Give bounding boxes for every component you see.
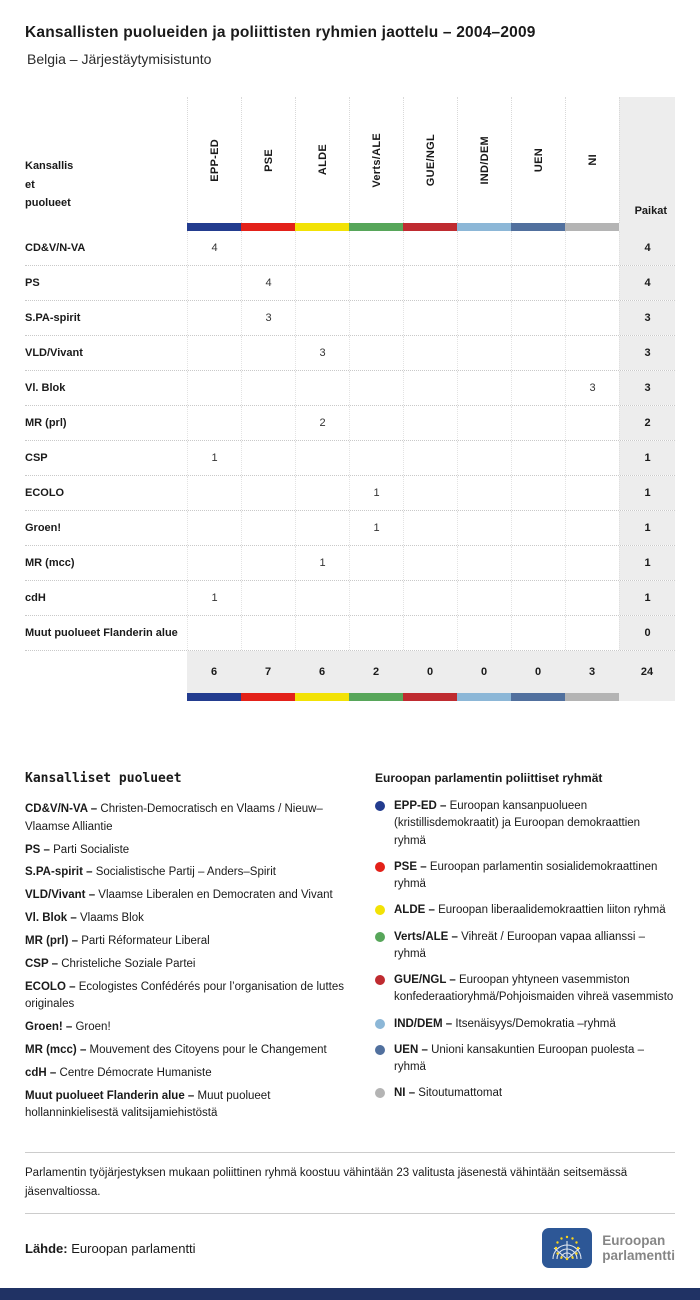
party-legend-list bbox=[25, 801, 357, 1123]
party-legend-item bbox=[25, 979, 357, 1015]
seat-count-cell bbox=[187, 301, 241, 335]
party-seats-total: 2 bbox=[619, 406, 675, 440]
party-legend-term: Vl. Blok – bbox=[25, 912, 80, 925]
group-color-bar bbox=[295, 223, 349, 231]
seat-count-cell bbox=[511, 616, 565, 650]
table-row bbox=[25, 371, 675, 406]
group-column-label: NI bbox=[586, 154, 599, 166]
group-color-dot bbox=[375, 1088, 385, 1098]
party-legend-item bbox=[25, 1065, 357, 1083]
group-column-label: EPP-ED bbox=[208, 138, 221, 182]
bar-row-seats-spacer bbox=[619, 223, 675, 231]
group-column-header bbox=[403, 97, 457, 223]
table-row bbox=[25, 616, 675, 651]
party-name: Groen! bbox=[25, 522, 62, 534]
seat-count-cell bbox=[241, 476, 295, 510]
group-column-header bbox=[241, 97, 295, 223]
party-legend-term: cdH – bbox=[25, 1066, 60, 1079]
table-row bbox=[25, 406, 675, 441]
footer-row bbox=[25, 1228, 675, 1268]
table-row bbox=[25, 546, 675, 581]
party-legend-item bbox=[25, 842, 357, 860]
party-legend-item bbox=[25, 956, 357, 974]
seat-count-cell bbox=[457, 231, 511, 265]
group-color-dot bbox=[375, 932, 385, 942]
seat-table bbox=[25, 97, 675, 701]
seat-count-cell bbox=[187, 371, 241, 405]
group-legend-desc: Sitoutumattomat bbox=[418, 1087, 503, 1100]
party-legend-desc: Ecologistes Confédérés pour l’organisation de luttes originales bbox=[25, 980, 344, 1011]
group-legend-desc: Vihreät / Euroopan vapaa allianssi – ryhmä bbox=[394, 930, 646, 960]
seat-count-cell bbox=[241, 231, 295, 265]
seat-count-cell bbox=[187, 476, 241, 510]
group-legend-text bbox=[394, 929, 675, 964]
seat-count-cell bbox=[403, 511, 457, 545]
seat-count-cell bbox=[403, 266, 457, 300]
party-name: S.PA-spirit bbox=[25, 312, 81, 324]
party-seats-total: 1 bbox=[619, 476, 675, 510]
seat-count-cell bbox=[403, 336, 457, 370]
party-legend-desc: Vlaams Blok bbox=[79, 912, 144, 925]
seat-count-cell bbox=[295, 616, 349, 650]
seat-count-cell bbox=[565, 476, 619, 510]
party-seats-total: 1 bbox=[619, 546, 675, 580]
group-color-dot bbox=[375, 1019, 385, 1029]
seat-count-cell bbox=[457, 581, 511, 615]
group-color-bar bbox=[565, 223, 619, 231]
seat-count-cell bbox=[565, 231, 619, 265]
group-legend-title: Euroopan parlamentin poliittiset ryhmät bbox=[375, 771, 603, 785]
bar-row-spacer bbox=[25, 223, 187, 231]
party-legend-term: MR (prl) – bbox=[25, 934, 82, 947]
seat-count-cell bbox=[511, 266, 565, 300]
party-legend-item bbox=[25, 801, 357, 837]
group-total-cell: 6 bbox=[295, 651, 349, 693]
seat-count-cell bbox=[457, 301, 511, 335]
group-color-bar bbox=[241, 693, 295, 701]
corner-line: et bbox=[25, 178, 35, 191]
seat-count-cell bbox=[511, 371, 565, 405]
source-label: Lähde: bbox=[25, 1240, 68, 1256]
party-legend-term: PS – bbox=[25, 843, 54, 856]
group-column-label: UEN bbox=[532, 147, 545, 173]
party-name: MR (prl) bbox=[25, 417, 67, 429]
seat-count-cell bbox=[187, 546, 241, 580]
seat-count-cell bbox=[511, 301, 565, 335]
group-legend-item bbox=[375, 859, 675, 894]
party-name: CSP bbox=[25, 452, 48, 464]
group-legend-text bbox=[394, 859, 675, 894]
seat-count-cell bbox=[565, 511, 619, 545]
party-legend-term: Muut puolueet Flanderin alue – bbox=[25, 1089, 198, 1102]
group-column-label: ALDE bbox=[316, 144, 329, 176]
group-legend-term: UEN – bbox=[394, 1043, 432, 1056]
group-column-label: Verts/ALE bbox=[370, 132, 383, 188]
group-color-dot bbox=[375, 1045, 385, 1055]
seat-count-cell bbox=[511, 441, 565, 475]
group-legend-item bbox=[375, 798, 675, 850]
seat-count-cell: 1 bbox=[187, 581, 241, 615]
group-color-bar bbox=[403, 693, 457, 701]
legend-section bbox=[25, 771, 675, 1128]
group-column-header bbox=[565, 97, 619, 223]
seat-count-cell: 1 bbox=[349, 476, 403, 510]
table-row bbox=[25, 441, 675, 476]
group-color-bar bbox=[403, 223, 457, 231]
page-title: Kansallisten puolueiden ja poliittisten ryhmien jaottelu – 2004–2009 bbox=[25, 24, 536, 41]
group-column-header bbox=[457, 97, 511, 223]
group-color-bar bbox=[565, 693, 619, 701]
seat-count-cell bbox=[565, 336, 619, 370]
seat-count-cell bbox=[565, 616, 619, 650]
party-legend-desc: Parti Socialiste bbox=[53, 843, 130, 856]
table-row bbox=[25, 336, 675, 371]
table-row bbox=[25, 266, 675, 301]
group-color-bar bbox=[511, 223, 565, 231]
seat-count-cell bbox=[295, 581, 349, 615]
grand-total-cell: 24 bbox=[619, 651, 675, 693]
group-legend-item bbox=[375, 1085, 675, 1102]
group-total-cell: 2 bbox=[349, 651, 403, 693]
seat-count-cell bbox=[457, 441, 511, 475]
seat-count-cell: 1 bbox=[187, 441, 241, 475]
group-column-header bbox=[349, 97, 403, 223]
group-color-dot bbox=[375, 801, 385, 811]
seat-count-cell bbox=[403, 406, 457, 440]
seat-count-cell bbox=[403, 581, 457, 615]
seat-count-cell bbox=[457, 616, 511, 650]
party-legend-term: MR (mcc) – bbox=[25, 1043, 90, 1056]
group-legend-term: NI – bbox=[394, 1087, 419, 1100]
table-row bbox=[25, 581, 675, 616]
ep-logo-icon bbox=[542, 1228, 592, 1268]
seat-count-cell: 1 bbox=[349, 511, 403, 545]
group-legend bbox=[375, 771, 675, 1128]
group-color-bar bbox=[241, 223, 295, 231]
seat-count-cell bbox=[511, 581, 565, 615]
seat-count-cell bbox=[403, 441, 457, 475]
party-name: Vl. Blok bbox=[25, 382, 66, 394]
seat-count-cell bbox=[187, 406, 241, 440]
header-color-bar-row bbox=[25, 223, 675, 231]
group-legend-term: IND/DEM – bbox=[394, 1017, 456, 1030]
group-legend-desc: Euroopan liberaalidemokraattien liiton ryhmä bbox=[438, 904, 666, 917]
party-legend-desc: Parti Réformateur Liberal bbox=[81, 934, 210, 947]
seat-count-cell bbox=[187, 616, 241, 650]
group-legend-item bbox=[375, 902, 675, 919]
group-legend-term: ALDE – bbox=[394, 904, 439, 917]
group-column-label: PSE bbox=[262, 148, 275, 172]
group-color-dot bbox=[375, 862, 385, 872]
party-legend-desc: Christeliche Soziale Partei bbox=[61, 957, 196, 970]
seat-count-cell bbox=[565, 406, 619, 440]
seat-count-cell bbox=[457, 371, 511, 405]
footnote: Parlamentin työjärjestyksen mukaan poliittinen ryhmä koostuu vähintään 23 valitusta jäsenestä vähintään seitsemässä jäsenvaltiossa. bbox=[25, 1152, 675, 1214]
source-line bbox=[25, 1241, 196, 1256]
party-legend-term: Groen! – bbox=[25, 1021, 76, 1034]
seat-count-cell bbox=[349, 371, 403, 405]
group-legend-text bbox=[394, 902, 666, 919]
group-total-cell: 0 bbox=[457, 651, 511, 693]
seat-count-cell bbox=[241, 511, 295, 545]
group-color-bar bbox=[187, 693, 241, 701]
party-legend-item bbox=[25, 1019, 357, 1037]
seat-count-cell: 2 bbox=[295, 406, 349, 440]
seat-count-cell bbox=[403, 231, 457, 265]
group-color-bar bbox=[349, 693, 403, 701]
seat-count-cell bbox=[511, 231, 565, 265]
table-header-row bbox=[25, 97, 675, 223]
group-legend-text bbox=[394, 1085, 502, 1102]
seat-count-cell bbox=[565, 581, 619, 615]
table-corner-label bbox=[25, 97, 187, 223]
group-legend-text bbox=[394, 1016, 616, 1033]
seat-count-cell bbox=[295, 511, 349, 545]
party-legend-term: CSP – bbox=[25, 957, 62, 970]
party-seats-total: 1 bbox=[619, 441, 675, 475]
seat-count-cell bbox=[457, 336, 511, 370]
table-row bbox=[25, 511, 675, 546]
seat-count-cell bbox=[403, 371, 457, 405]
seat-count-cell bbox=[241, 371, 295, 405]
ep-logo bbox=[542, 1228, 675, 1268]
group-total-cell: 6 bbox=[187, 651, 241, 693]
table-row bbox=[25, 476, 675, 511]
group-color-dot bbox=[375, 975, 385, 985]
bar-row-spacer bbox=[25, 693, 187, 701]
seat-count-cell bbox=[349, 301, 403, 335]
seat-count-cell bbox=[187, 266, 241, 300]
party-legend-desc: Christen-Democratisch en Vlaams / Nieuw–Vlaamse Alliantie bbox=[25, 803, 323, 833]
group-legend-desc: Euroopan kansanpuolueen (kristillisdemokraatit) ja Euroopan demokraattien ryhmä bbox=[394, 800, 641, 847]
party-legend-desc: Groen! bbox=[75, 1021, 111, 1034]
seat-count-cell bbox=[511, 511, 565, 545]
group-color-bar bbox=[457, 223, 511, 231]
group-legend-text bbox=[394, 972, 675, 1007]
group-total-cell: 3 bbox=[565, 651, 619, 693]
seat-count-cell bbox=[565, 441, 619, 475]
table-row bbox=[25, 301, 675, 336]
table-row bbox=[25, 231, 675, 266]
seat-count-cell bbox=[187, 511, 241, 545]
seat-count-cell bbox=[349, 406, 403, 440]
party-name: ECOLO bbox=[25, 487, 65, 499]
group-color-bar bbox=[187, 223, 241, 231]
group-legend-text bbox=[394, 1042, 675, 1077]
table-totals-row bbox=[25, 651, 675, 693]
ep-logo-text-line: parlamentti bbox=[602, 1248, 675, 1264]
seat-count-cell bbox=[457, 511, 511, 545]
seat-count-cell bbox=[349, 336, 403, 370]
seat-count-cell bbox=[511, 546, 565, 580]
group-legend-desc: Euroopan yhtyneen vasemmiston konfederaatioryhmä/Pohjoismaiden vihreä vasemmisto bbox=[394, 974, 674, 1004]
group-column-header bbox=[511, 97, 565, 223]
seat-count-cell bbox=[349, 581, 403, 615]
group-legend-item bbox=[375, 929, 675, 964]
party-legend-desc: Muut puolueet hollanninkielisestä valitsijamiehistöstä bbox=[25, 1089, 271, 1120]
group-color-bar bbox=[349, 223, 403, 231]
party-legend-title: Kansalliset puolueet bbox=[25, 771, 182, 786]
seat-count-cell: 3 bbox=[295, 336, 349, 370]
seat-count-cell bbox=[241, 336, 295, 370]
seat-count-cell bbox=[295, 371, 349, 405]
group-legend-item bbox=[375, 1016, 675, 1033]
seat-count-cell bbox=[295, 301, 349, 335]
seat-count-cell bbox=[349, 616, 403, 650]
party-legend-term: ECOLO – bbox=[25, 980, 79, 993]
group-legend-item bbox=[375, 972, 675, 1007]
group-column-header bbox=[187, 97, 241, 223]
seat-count-cell bbox=[403, 301, 457, 335]
party-seats-total: 3 bbox=[619, 336, 675, 370]
seat-count-cell bbox=[457, 406, 511, 440]
party-legend-item bbox=[25, 933, 357, 951]
party-legend-desc: Socialistische Partij – Anders–Spirit bbox=[95, 866, 276, 879]
group-color-bar bbox=[511, 693, 565, 701]
seat-count-cell bbox=[241, 616, 295, 650]
group-legend-desc: Euroopan parlamentin sosialidemokraattinen ryhmä bbox=[394, 860, 658, 890]
party-legend-desc: Vlaamse Liberalen en Democraten and Vivant bbox=[98, 889, 333, 902]
seat-count-cell bbox=[565, 266, 619, 300]
party-legend-term: VLD/Vivant – bbox=[25, 889, 99, 902]
seat-count-cell bbox=[295, 231, 349, 265]
party-legend-term: CD&V/N-VA – bbox=[25, 803, 101, 815]
seat-count-cell: 3 bbox=[565, 371, 619, 405]
corner-line: puolueet bbox=[25, 197, 71, 210]
party-legend-desc: Mouvement des Citoyens pour le Changement bbox=[89, 1043, 327, 1056]
party-legend-item bbox=[25, 910, 357, 928]
group-color-dot bbox=[375, 905, 385, 915]
seat-count-cell bbox=[565, 546, 619, 580]
seat-count-cell bbox=[511, 336, 565, 370]
group-legend-item bbox=[375, 1042, 675, 1077]
party-name: MR (mcc) bbox=[25, 557, 75, 569]
group-legend-term: PSE – bbox=[394, 860, 430, 873]
seat-count-cell bbox=[403, 616, 457, 650]
totals-color-bar-row bbox=[25, 693, 675, 701]
seat-count-cell bbox=[511, 476, 565, 510]
seat-count-cell bbox=[349, 266, 403, 300]
seat-count-cell bbox=[295, 266, 349, 300]
seat-count-cell bbox=[349, 546, 403, 580]
seat-count-cell bbox=[457, 546, 511, 580]
seat-count-cell bbox=[457, 266, 511, 300]
bottom-accent-bar bbox=[0, 1288, 700, 1300]
party-legend bbox=[25, 771, 357, 1128]
seat-count-cell bbox=[565, 301, 619, 335]
party-legend-item bbox=[25, 1088, 357, 1124]
group-color-bar bbox=[295, 693, 349, 701]
party-legend-desc: Centre Démocrate Humaniste bbox=[59, 1066, 212, 1079]
seat-count-cell bbox=[295, 441, 349, 475]
seat-count-cell bbox=[349, 441, 403, 475]
seat-count-cell bbox=[241, 406, 295, 440]
ep-logo-text bbox=[602, 1233, 675, 1264]
party-seats-total: 0 bbox=[619, 616, 675, 650]
seat-count-cell: 3 bbox=[241, 301, 295, 335]
group-legend-desc: Unioni kansakuntien Euroopan puolesta – ryhmä bbox=[394, 1043, 644, 1073]
party-legend-item bbox=[25, 864, 357, 882]
seat-count-cell bbox=[457, 476, 511, 510]
seat-count-cell: 4 bbox=[241, 266, 295, 300]
seat-count-cell: 4 bbox=[187, 231, 241, 265]
seat-count-cell bbox=[241, 441, 295, 475]
group-column-label: GUE/NGL bbox=[424, 133, 437, 187]
seat-count-cell bbox=[403, 546, 457, 580]
party-seats-total: 4 bbox=[619, 266, 675, 300]
party-name: Muut puolueet Flanderin alue bbox=[25, 627, 178, 639]
party-name: VLD/Vivant bbox=[25, 347, 83, 359]
seat-count-cell bbox=[349, 231, 403, 265]
group-total-cell: 0 bbox=[403, 651, 457, 693]
seat-count-cell bbox=[241, 546, 295, 580]
corner-line: Kansallis bbox=[25, 159, 74, 172]
seat-count-cell bbox=[511, 406, 565, 440]
group-legend-text bbox=[394, 798, 675, 850]
bar-row-seats-spacer bbox=[619, 693, 675, 701]
party-seats-total: 3 bbox=[619, 371, 675, 405]
group-color-bar bbox=[457, 693, 511, 701]
group-legend-term: GUE/NGL – bbox=[394, 974, 459, 986]
seat-count-cell bbox=[241, 581, 295, 615]
group-legend-term: EPP-ED – bbox=[394, 800, 450, 812]
party-seats-total: 1 bbox=[619, 511, 675, 545]
group-column-label: IND/DEM bbox=[478, 135, 491, 185]
seat-count-cell bbox=[403, 476, 457, 510]
group-legend-term: Verts/ALE – bbox=[394, 930, 462, 943]
source-text: Euroopan parlamentti bbox=[71, 1240, 196, 1256]
totals-row-spacer bbox=[25, 651, 187, 693]
page-subtitle: Belgia – Järjestäytymisistunto bbox=[27, 51, 212, 67]
ep-logo-text-line: Euroopan bbox=[602, 1232, 666, 1248]
seats-column-header: Paikat bbox=[619, 97, 675, 223]
party-name: CD&V/N-VA bbox=[25, 242, 86, 254]
group-legend-desc: Itsenäisyys/Demokratia –ryhmä bbox=[455, 1017, 616, 1030]
party-legend-item bbox=[25, 887, 357, 905]
party-name: PS bbox=[25, 277, 40, 289]
party-name: cdH bbox=[25, 592, 46, 604]
party-seats-total: 1 bbox=[619, 581, 675, 615]
group-legend-list bbox=[375, 798, 675, 1103]
group-column-header bbox=[295, 97, 349, 223]
seat-count-cell bbox=[187, 336, 241, 370]
party-seats-total: 4 bbox=[619, 231, 675, 265]
seat-count-cell bbox=[295, 476, 349, 510]
party-seats-total: 3 bbox=[619, 301, 675, 335]
party-legend-term: S.PA-spirit – bbox=[25, 866, 96, 879]
group-total-cell: 7 bbox=[241, 651, 295, 693]
seat-count-cell: 1 bbox=[295, 546, 349, 580]
party-legend-item bbox=[25, 1042, 357, 1060]
group-total-cell: 0 bbox=[511, 651, 565, 693]
